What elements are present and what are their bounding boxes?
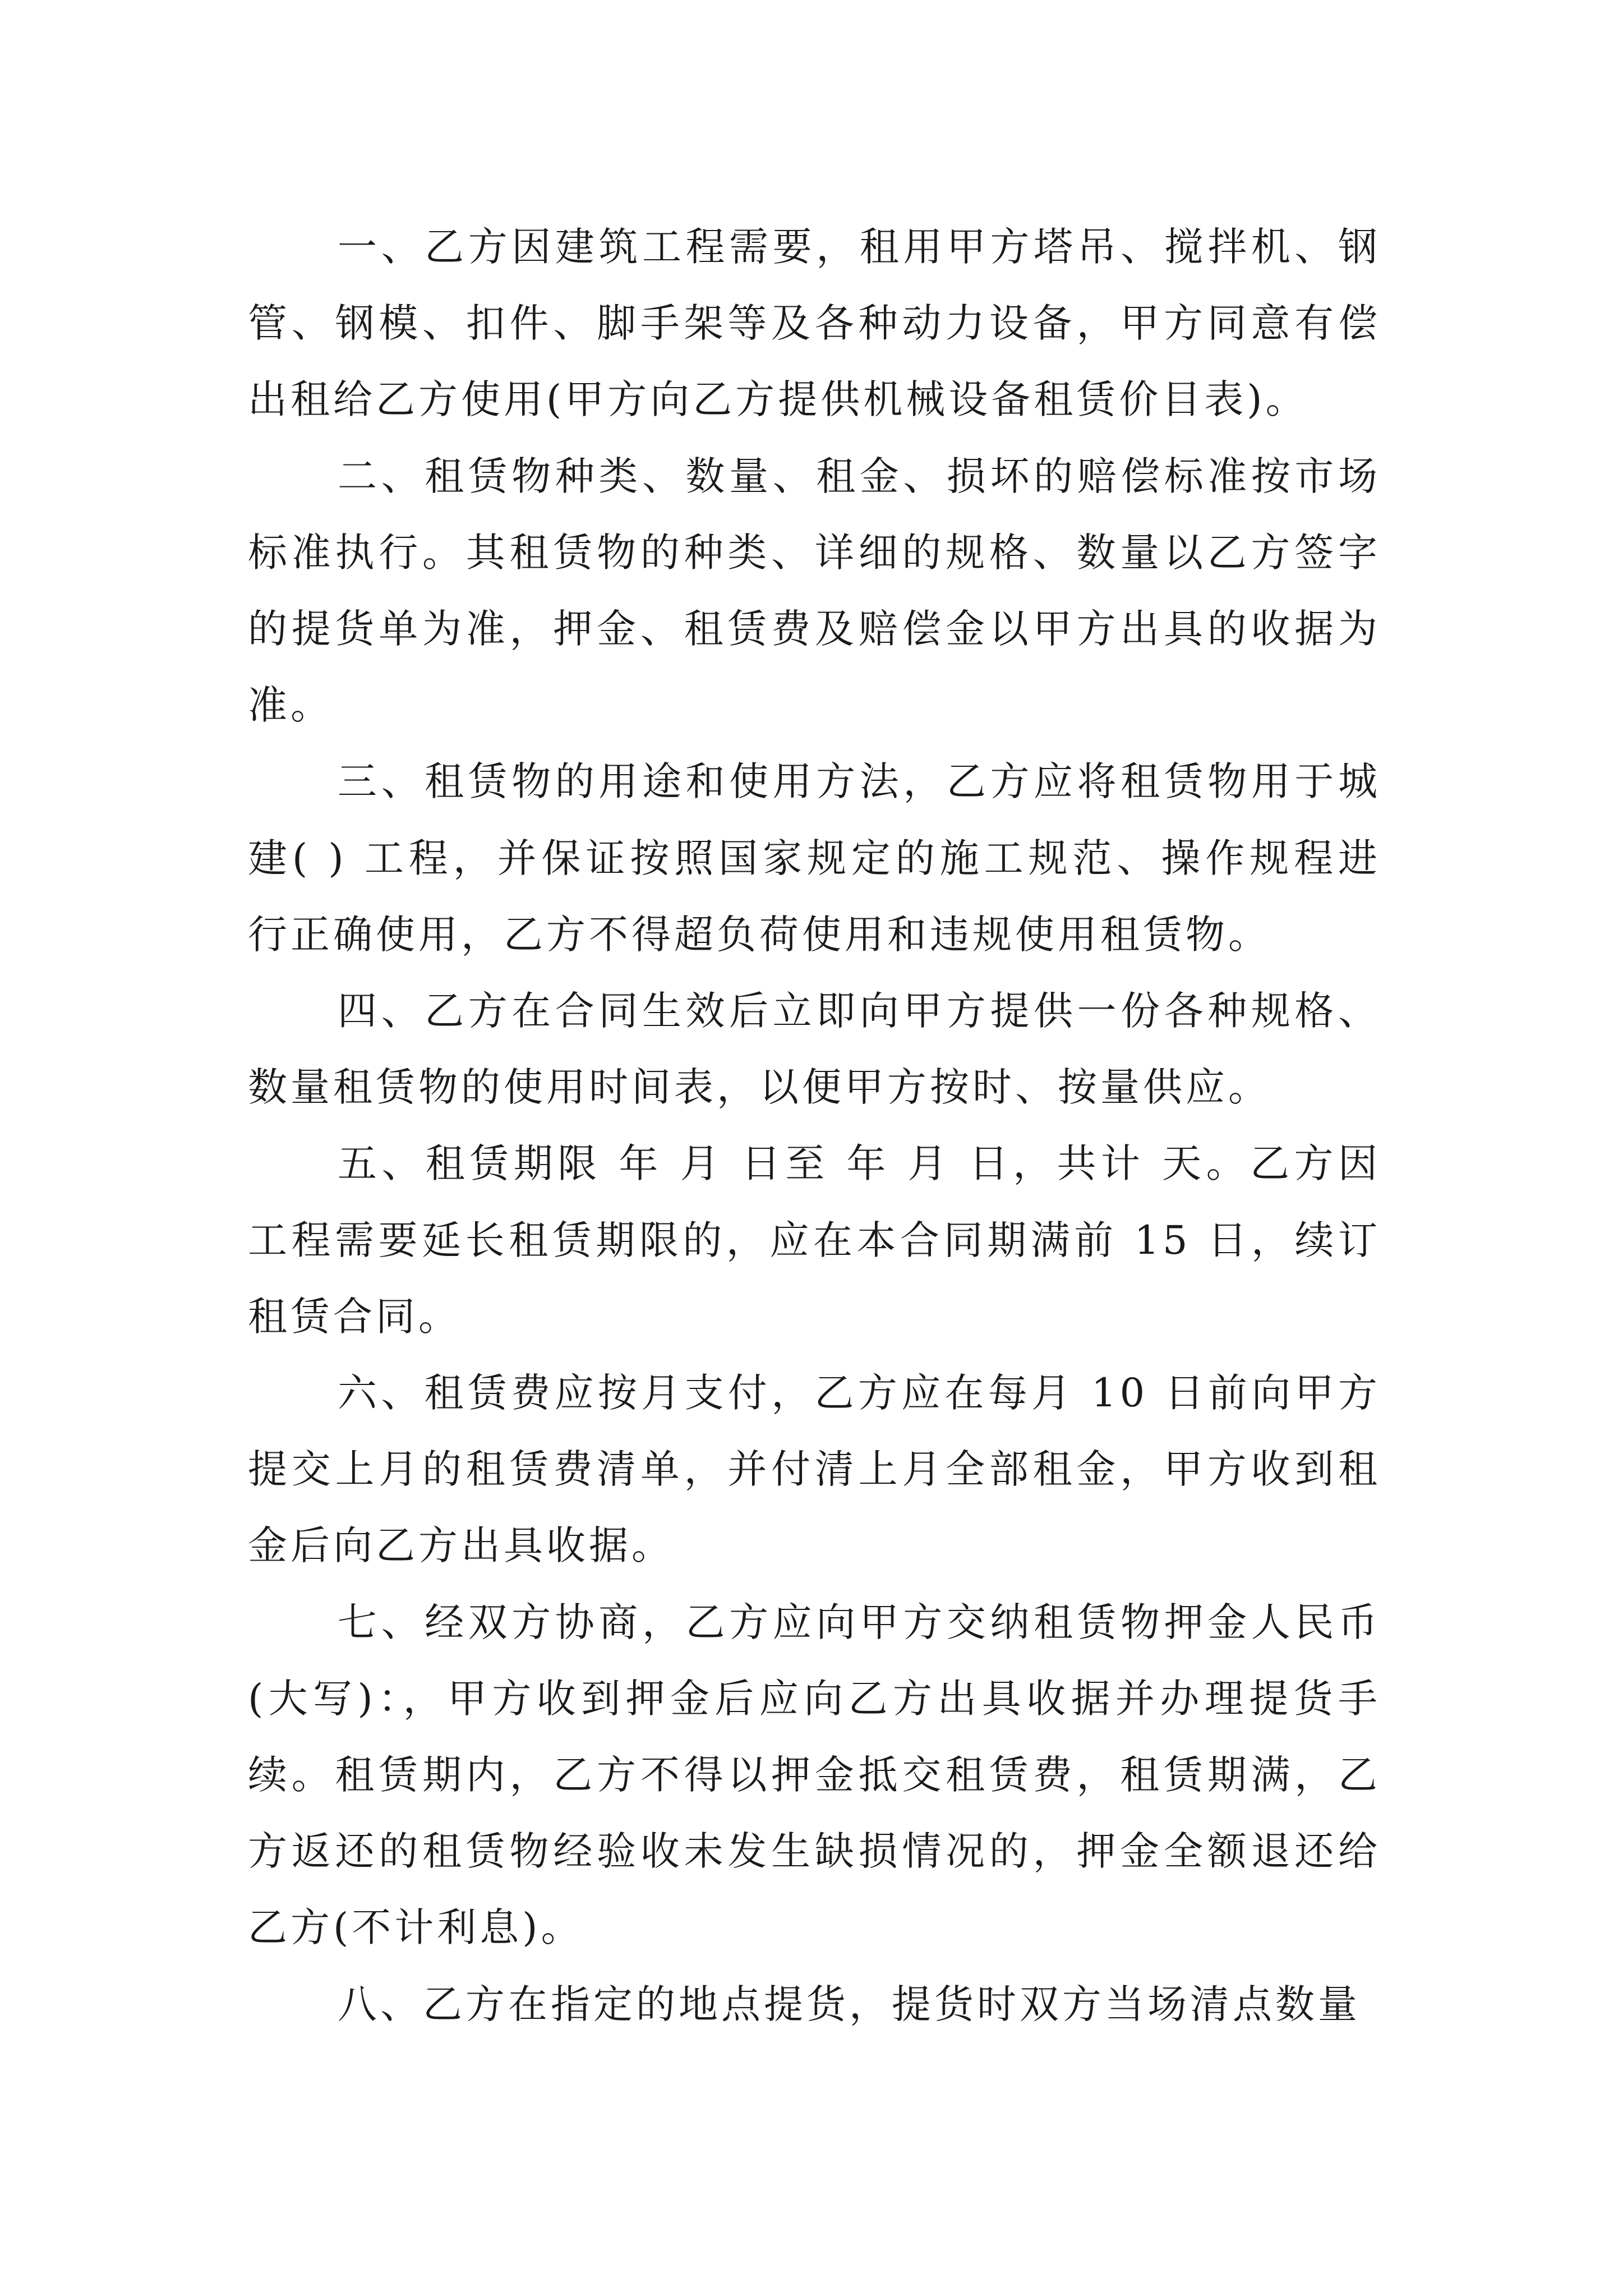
clause-7-paragraph: 七、经双方协商，乙方应向甲方交纳租赁物押金人民币(大写)：，甲方收到押金后应向乙方出具收据并办理提货手续。租赁期内，乙方不得以押金抵交租赁费，租赁期满，乙方返还的租赁物经验收未发生缺损情况的，押金全额退还给乙方(不计利息)。 [248,1599,1381,1951]
clause-2-paragraph: 二、租赁物种类、数量、租金、损坏的赔偿标准按市场标准执行。其租赁物的种类、详细的规格、数量以乙方签字的提货单为准，押金、租赁费及赔偿金以甲方出具的收据为准。 [248,453,1381,729]
clause-8-paragraph: 八、乙方在指定的地点提货，提货时双方当场清点数量 [338,1981,1361,2027]
clause-4-paragraph: 四、乙方在合同生效后立即向甲方提供一份各种规格、数量租赁物的使用时间表，以便甲方按时、按量供应。 [248,988,1381,1111]
document-body [248,209,1381,2042]
clause-6-paragraph: 六、租赁费应按月支付，乙方应在每月 10 日前向甲方提交上月的租赁费清单，并付清上月全部租金，甲方收到租金后向乙方出具收据。 [248,1370,1381,1569]
clause-3-paragraph: 三、租赁物的用途和使用方法，乙方应将租赁物用于城建( ) 工程，并保证按照国家规定的施工规范、操作规程进行正确使用，乙方不得超负荷使用和违规使用租赁物。 [248,758,1381,958]
clause-1-paragraph: 一、乙方因建筑工程需要，租用甲方塔吊、搅拌机、钢管、钢模、扣件、脚手架等及各种动力设备，甲方同意有偿出租给乙方使用(甲方向乙方提供机械设备租赁价目表)。 [248,224,1381,423]
clause-5-paragraph: 五、租赁期限 年 月 日至 年 月 日，共计 天。乙方因工程需要延长租赁期限的，应在本合同期满前 15 日，续订租赁合同。 [248,1140,1381,1340]
